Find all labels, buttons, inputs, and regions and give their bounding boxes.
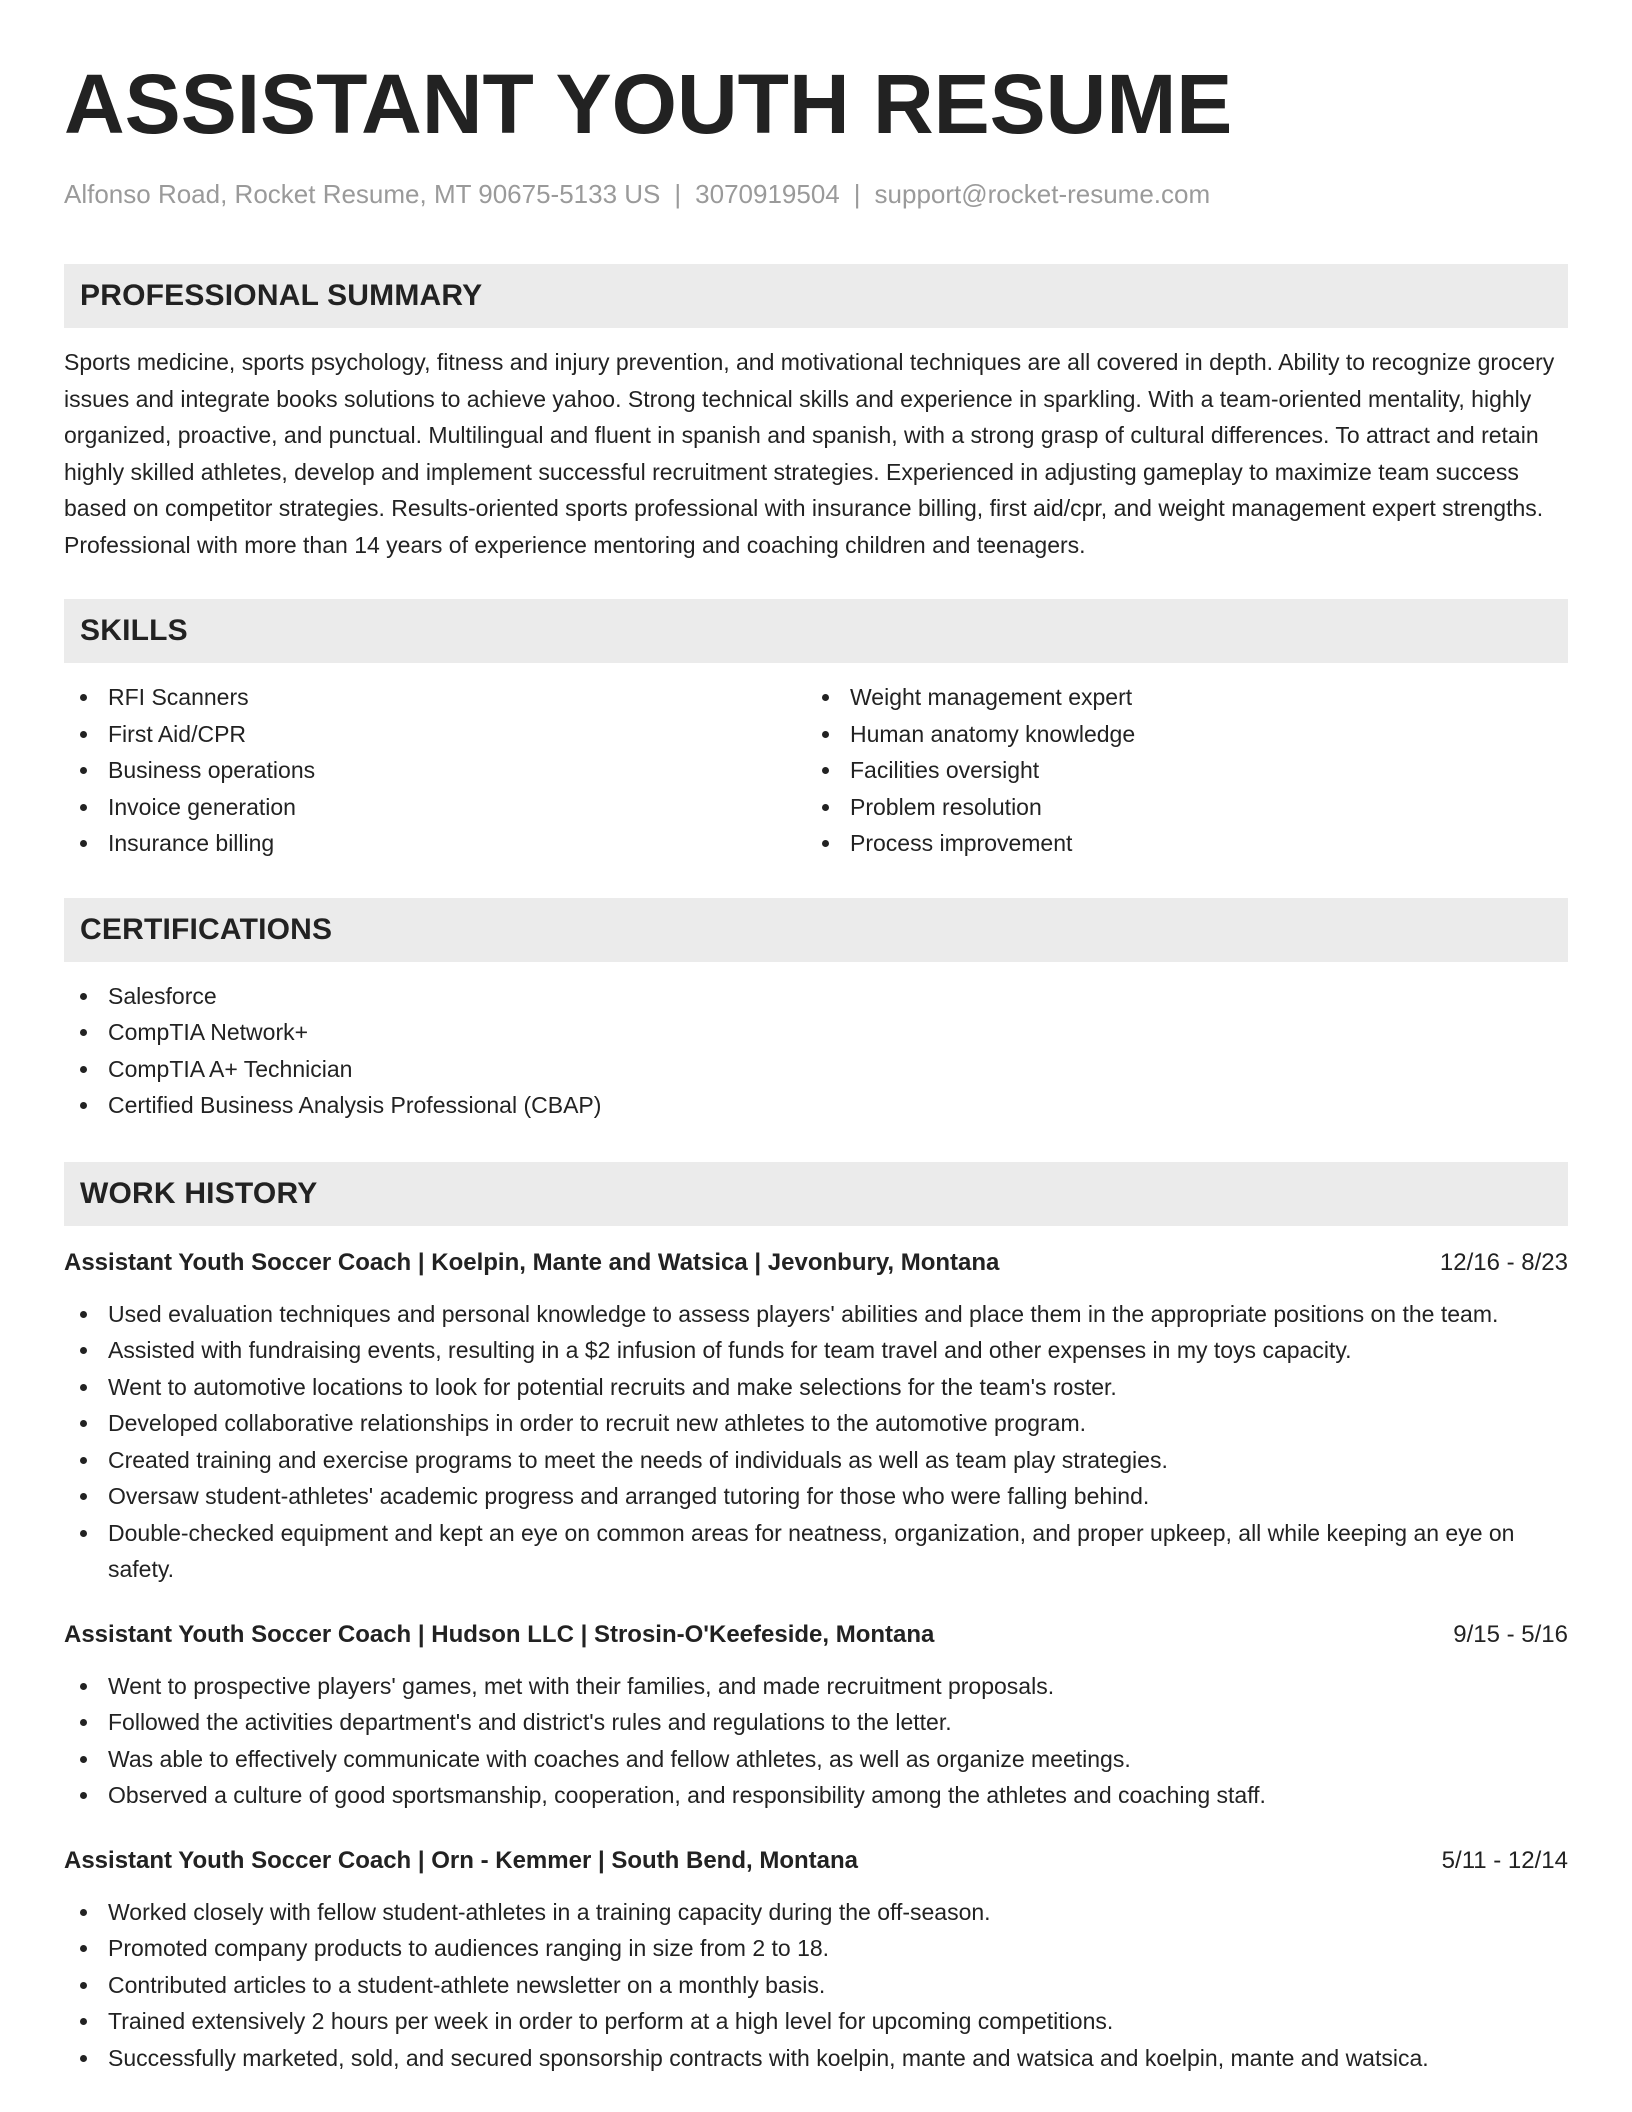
job-duty-item: Was able to effectively communicate with coaches and fellow athletes, as well as organize meetings. [64,1741,1568,1778]
contact-separator: | [674,179,682,209]
job-duty-item: Oversaw student-athletes' academic progress and arranged tutoring for those who were falling behind. [64,1478,1568,1515]
skills-column-right [806,679,1548,862]
contact-email: support@rocket-resume.com [874,179,1211,209]
job-duty-item: Used evaluation techniques and personal knowledge to assess players' abilities and place them in the appropriate positions on the team. [64,1296,1568,1333]
job-header [64,1246,1568,1280]
job-duty-item: Followed the activities department's and district's rules and regulations to the letter. [64,1704,1568,1741]
skill-item: First Aid/CPR [64,716,806,753]
skill-item: Problem resolution [806,789,1548,826]
job-duty-item: Trained extensively 2 hours per week in order to perform at a high level for upcoming competitions. [64,2003,1568,2040]
certification-item: CompTIA A+ Technician [64,1051,1568,1088]
job-duty-item: Successfully marketed, sold, and secured sponsorship contracts with koelpin, mante and watsica and koelpin, mante and watsica. [64,2040,1568,2077]
skills-section-header [64,599,1568,663]
work-section-header [64,1162,1568,1226]
job-title: Assistant Youth Soccer Coach | Koelpin, Mante and Watsica | Jevonbury, Montana [64,1248,1000,1276]
certifications-heading: CERTIFICATIONS [80,912,333,946]
skills-list [64,679,1568,862]
skill-item: RFI Scanners [64,679,806,716]
job-header [64,1844,1568,1878]
skill-item: Human anatomy knowledge [806,716,1548,753]
contact-phone: 3070919504 [695,179,840,209]
certifications-list [64,978,1568,1124]
job-duty-item: Observed a culture of good sportsmanship, cooperation, and responsibility among the athletes and coaching staff. [64,1777,1568,1814]
job-entry [64,1844,1568,2077]
job-duty-item: Contributed articles to a student-athlete newsletter on a monthly basis. [64,1967,1568,2004]
contact-address: Alfonso Road, Rocket Resume, MT 90675-5133 US [64,179,661,209]
work-heading: WORK HISTORY [80,1176,318,1210]
job-duties-list [64,1894,1568,2077]
certification-item: Salesforce [64,978,1568,1015]
resume-title: ASSISTANT YOUTH RESUME [64,57,1233,151]
contact-line [64,176,1568,212]
job-dates: 5/11 - 12/14 [1441,1846,1568,1874]
summary-text: Sports medicine, sports psychology, fitness and injury prevention, and motivational techniques are all covered in depth. Ability to recognize grocery issues and integrate books solutions to achieve yahoo. Strong technical skills and experience in sparkling. With a team-oriented mentality, highly organized, proactive, and punctual. Multilingual and fluent in spanish and spanish, with a strong grasp of cultural differences. To attract and retain highly skilled athletes, develop and implement successful recruitment strategies. Experienced in adjusting gameplay to maximize team success based on competitor strategies. Results-oriented sports professional with insurance billing, first aid/cpr, and weight management expert strengths. Professional with more than 14 years of experience mentoring and coaching children and teenagers. [64,349,1555,558]
job-duties-list [64,1296,1568,1588]
job-duty-item: Assisted with fundraising events, resulting in a $2 infusion of funds for team travel and other expenses in my toys capacity. [64,1332,1568,1369]
job-duty-item: Went to automotive locations to look for potential recruits and make selections for the team's roster. [64,1369,1568,1406]
skill-item: Invoice generation [64,789,806,826]
skill-item: Process improvement [806,825,1548,862]
certification-item: Certified Business Analysis Professional (CBAP) [64,1087,1568,1124]
skill-item: Business operations [64,752,806,789]
job-duty-item: Went to prospective players' games, met with their families, and made recruitment proposals. [64,1668,1568,1705]
summary-heading: PROFESSIONAL SUMMARY [80,279,483,312]
job-entry [64,1246,1568,1588]
job-header [64,1618,1568,1652]
skill-item: Weight management expert [806,679,1548,716]
job-duties-list [64,1668,1568,1814]
certification-item: CompTIA Network+ [64,1014,1568,1051]
job-dates: 12/16 - 8/23 [1439,1248,1568,1276]
skills-column-left [64,679,806,862]
job-duty-item: Double-checked equipment and kept an eye on common areas for neatness, organization, and proper upkeep, all while keeping an eye on safety. [64,1515,1568,1588]
work-history-list [64,1246,1568,2077]
job-duty-item: Created training and exercise programs to meet the needs of individuals as well as team play strategies. [64,1442,1568,1479]
job-entry [64,1618,1568,1814]
skills-heading: SKILLS [80,614,188,647]
job-duty-item: Worked closely with fellow student-athletes in a training capacity during the off-season. [64,1894,1568,1931]
certifications-section-header [64,898,1568,962]
skill-item: Insurance billing [64,825,806,862]
skill-item: Facilities oversight [806,752,1548,789]
job-duty-item: Developed collaborative relationships in order to recruit new athletes to the automotive program. [64,1405,1568,1442]
job-title: Assistant Youth Soccer Coach | Hudson LLC | Strosin-O'Keefeside, Montana [64,1620,935,1648]
job-duty-item: Promoted company products to audiences ranging in size from 2 to 18. [64,1930,1568,1967]
job-title: Assistant Youth Soccer Coach | Orn - Kemmer | South Bend, Montana [64,1846,858,1874]
contact-separator: | [853,179,861,209]
summary-section-header [64,264,1568,328]
job-dates: 9/15 - 5/16 [1453,1620,1568,1648]
